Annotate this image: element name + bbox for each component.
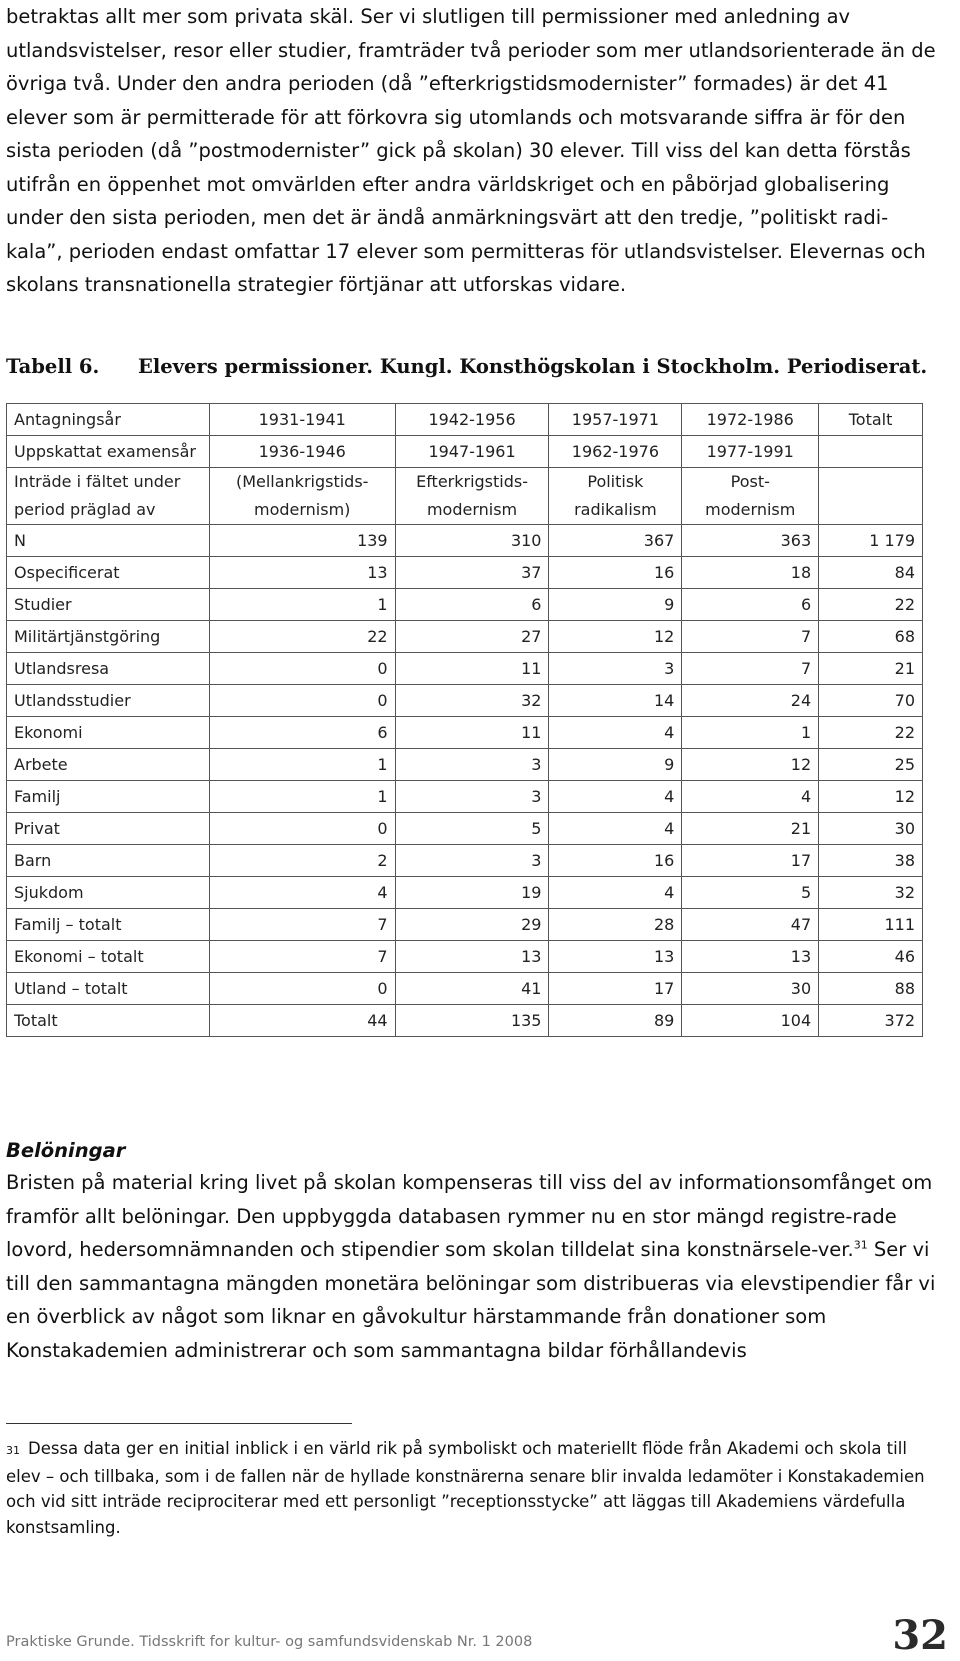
value-cell: 7: [682, 621, 819, 653]
value-cell: 12: [549, 621, 682, 653]
value-cell: 9: [549, 749, 682, 781]
header-cell: Totalt: [819, 404, 923, 436]
value-cell: 68: [819, 621, 923, 653]
value-cell: 17: [682, 845, 819, 877]
value-cell: 21: [819, 653, 923, 685]
value-cell: 7: [209, 909, 395, 941]
table-number: Tabell 6.: [6, 355, 100, 378]
value-cell: 4: [549, 717, 682, 749]
value-cell: 13: [209, 557, 395, 589]
table-row: [7, 877, 923, 909]
value-cell: 6: [682, 589, 819, 621]
header-cell: 1972-1986: [682, 404, 819, 436]
value-cell: 363: [682, 525, 819, 557]
value-cell: 32: [395, 685, 549, 717]
row-label: Militärtjänstgöring: [7, 621, 210, 653]
value-cell: 310: [395, 525, 549, 557]
value-cell: 1: [682, 717, 819, 749]
value-cell: 88: [819, 973, 923, 1005]
row-label: Utlandsresa: [7, 653, 210, 685]
value-cell: 38: [819, 845, 923, 877]
value-cell: 3: [395, 845, 549, 877]
value-cell: 47: [682, 909, 819, 941]
body-paragraph: [6, 1166, 936, 1367]
row-label: Studier: [7, 589, 210, 621]
value-cell: 24: [682, 685, 819, 717]
value-cell: 1: [209, 781, 395, 813]
period-cell: Efterkrigstids- modernism: [395, 468, 549, 525]
journal-footer: Praktiske Grunde. Tidsskrift for kultur- og samfundsvidenskab Nr. 1 2008: [6, 1634, 533, 1650]
value-cell: 32: [819, 877, 923, 909]
table-row: [7, 717, 923, 749]
row-label: Ekonomi: [7, 717, 210, 749]
row-label: Sjukdom: [7, 877, 210, 909]
page-number: 32: [892, 1612, 948, 1659]
value-cell: 22: [819, 717, 923, 749]
value-cell: 9: [549, 589, 682, 621]
value-cell: 139: [209, 525, 395, 557]
table-row: [7, 557, 923, 589]
value-cell: 2: [209, 845, 395, 877]
value-cell: 70: [819, 685, 923, 717]
value-cell: 12: [819, 781, 923, 813]
value-cell: 0: [209, 685, 395, 717]
header-cell: 1962-1976: [549, 436, 682, 468]
value-cell: 7: [209, 941, 395, 973]
value-cell: 89: [549, 1005, 682, 1037]
value-cell: 16: [549, 557, 682, 589]
table-period-row: [7, 468, 923, 525]
header-cell: 1977-1991: [682, 436, 819, 468]
value-cell: 6: [395, 589, 549, 621]
value-cell: 4: [682, 781, 819, 813]
row-label: Familj: [7, 781, 210, 813]
row-label: Barn: [7, 845, 210, 877]
value-cell: 7: [682, 653, 819, 685]
value-cell: 27: [395, 621, 549, 653]
row-label: Totalt: [7, 1005, 210, 1037]
value-cell: 17: [549, 973, 682, 1005]
table-header-row: [7, 404, 923, 436]
header-cell: 1931-1941: [209, 404, 395, 436]
body-text-part1: Bristen på material kring livet på skolan kompenseras till viss del av informationsomfånget om framför allt belöningar. Den uppbyggda databasen rymmer nu en stor mängd registre-rade lovord, hedersomnämnanden och stipendier som skolan tilldelat sina konstnärsele-ver.: [6, 1171, 933, 1261]
value-cell: 22: [209, 621, 395, 653]
value-cell: 4: [549, 781, 682, 813]
body-text-part2: Ser vi till den sammantagna mängden monetära belöningar som distribueras via elevstipendier får vi en överblick av något som liknar en gåvokultur härstammande från donationer som Konstakademien administrerar och som sammantagna bildar förhållandevis: [6, 1238, 936, 1362]
row-label: Antagningsår: [7, 404, 210, 436]
header-cell: [819, 436, 923, 468]
header-cell: 1957-1971: [549, 404, 682, 436]
value-cell: 3: [395, 749, 549, 781]
value-cell: 46: [819, 941, 923, 973]
value-cell: 111: [819, 909, 923, 941]
value-cell: 41: [395, 973, 549, 1005]
row-label: Familj – totalt: [7, 909, 210, 941]
value-cell: 30: [682, 973, 819, 1005]
table-row: [7, 845, 923, 877]
value-cell: 0: [209, 973, 395, 1005]
footnote-text: Dessa data ger en initial inblick i en värld rik på symboliskt och materiellt flöde från Akademi och skola till elev – och tillbaka, som i de fallen när de hyllade konstnärerna senare blir invalda ledamöter i Konstakademien och vid sitt inträde reciprociterar med ett personligt ”receptionsstycke” att läggas till Akademiens värdefulla konstsamling.: [6, 1439, 925, 1537]
value-cell: 16: [549, 845, 682, 877]
value-cell: 0: [209, 653, 395, 685]
value-cell: 37: [395, 557, 549, 589]
value-cell: 1: [209, 749, 395, 781]
row-label: Arbete: [7, 749, 210, 781]
table-row: [7, 909, 923, 941]
value-cell: 22: [819, 589, 923, 621]
table-row: [7, 653, 923, 685]
period-cell: Post- modernism: [682, 468, 819, 525]
table-title: Elevers permissioner. Kungl. Konsthögskolan i Stockholm. Periodiserat.: [138, 355, 928, 378]
value-cell: 28: [549, 909, 682, 941]
row-label: Inträde i fältet under period präglad av: [7, 468, 210, 525]
value-cell: 372: [819, 1005, 923, 1037]
value-cell: 104: [682, 1005, 819, 1037]
period-cell: Politisk radikalism: [549, 468, 682, 525]
period-cell: (Mellankrigstids- modernism): [209, 468, 395, 525]
row-label: Ekonomi – totalt: [7, 941, 210, 973]
row-label: Ospecificerat: [7, 557, 210, 589]
section-heading: Belöningar: [6, 1139, 126, 1162]
value-cell: 0: [209, 813, 395, 845]
value-cell: 3: [549, 653, 682, 685]
table-caption: [6, 355, 936, 378]
value-cell: 12: [682, 749, 819, 781]
table-row: [7, 1005, 923, 1037]
value-cell: 11: [395, 653, 549, 685]
table-row: [7, 813, 923, 845]
value-cell: 3: [395, 781, 549, 813]
value-cell: 44: [209, 1005, 395, 1037]
permissions-table: [6, 403, 923, 1037]
value-cell: 5: [682, 877, 819, 909]
table-row: [7, 749, 923, 781]
value-cell: 14: [549, 685, 682, 717]
row-label: Utland – totalt: [7, 973, 210, 1005]
value-cell: 6: [209, 717, 395, 749]
header-cell: 1942-1956: [395, 404, 549, 436]
header-cell: 1936-1946: [209, 436, 395, 468]
header-cell: 1947-1961: [395, 436, 549, 468]
value-cell: 19: [395, 877, 549, 909]
row-label: N: [7, 525, 210, 557]
value-cell: 13: [682, 941, 819, 973]
value-cell: 30: [819, 813, 923, 845]
table-row: [7, 621, 923, 653]
row-label: Uppskattat examensår: [7, 436, 210, 468]
value-cell: 4: [549, 813, 682, 845]
value-cell: 135: [395, 1005, 549, 1037]
period-cell: [819, 468, 923, 525]
value-cell: 84: [819, 557, 923, 589]
value-cell: 5: [395, 813, 549, 845]
footnote-number: 31: [6, 1444, 20, 1457]
value-cell: 4: [549, 877, 682, 909]
value-cell: 18: [682, 557, 819, 589]
table-row: [7, 781, 923, 813]
table-row: [7, 941, 923, 973]
footnote: [6, 1436, 936, 1540]
value-cell: 1: [209, 589, 395, 621]
row-label: Utlandsstudier: [7, 685, 210, 717]
row-label: Privat: [7, 813, 210, 845]
value-cell: 13: [549, 941, 682, 973]
value-cell: 25: [819, 749, 923, 781]
value-cell: 13: [395, 941, 549, 973]
table-row: [7, 525, 923, 557]
value-cell: 11: [395, 717, 549, 749]
value-cell: 367: [549, 525, 682, 557]
table-header-row: [7, 436, 923, 468]
footnote-reference[interactable]: 31: [853, 1238, 868, 1252]
value-cell: 4: [209, 877, 395, 909]
value-cell: 1 179: [819, 525, 923, 557]
intro-paragraph: betraktas allt mer som privata skäl. Ser vi slutligen till permissioner med anledning av utlandsvistelser, resor eller studier, framträder två perioder som mer utlandsorienterade än de övriga två. Under den andra perioden (då ”efterkrigstidsmodernister” formades) är det 41 elever som är permitterade för att förkovra sig utomlands och motsvarande siffra är för den sista perioden (då ”postmodernister” gick på skolan) 30 elever. Till viss del kan detta förstås utifrån en öppenhet mot omvärlden efter andra världskriget och en påbörjad globalisering under den sista perioden, men det är ändå anmärkningsvärt att den tredje, ”politiskt radi-kala”, perioden endast omfattar 17 elever som permitteras för utlandsvistelser. Elevernas och skolans transnationella strategier förtjänar att utforskas vidare.: [6, 5, 936, 296]
footnote-divider: [6, 1423, 352, 1424]
table-row: [7, 589, 923, 621]
table-row: [7, 685, 923, 717]
value-cell: 29: [395, 909, 549, 941]
table-row: [7, 973, 923, 1005]
value-cell: 21: [682, 813, 819, 845]
